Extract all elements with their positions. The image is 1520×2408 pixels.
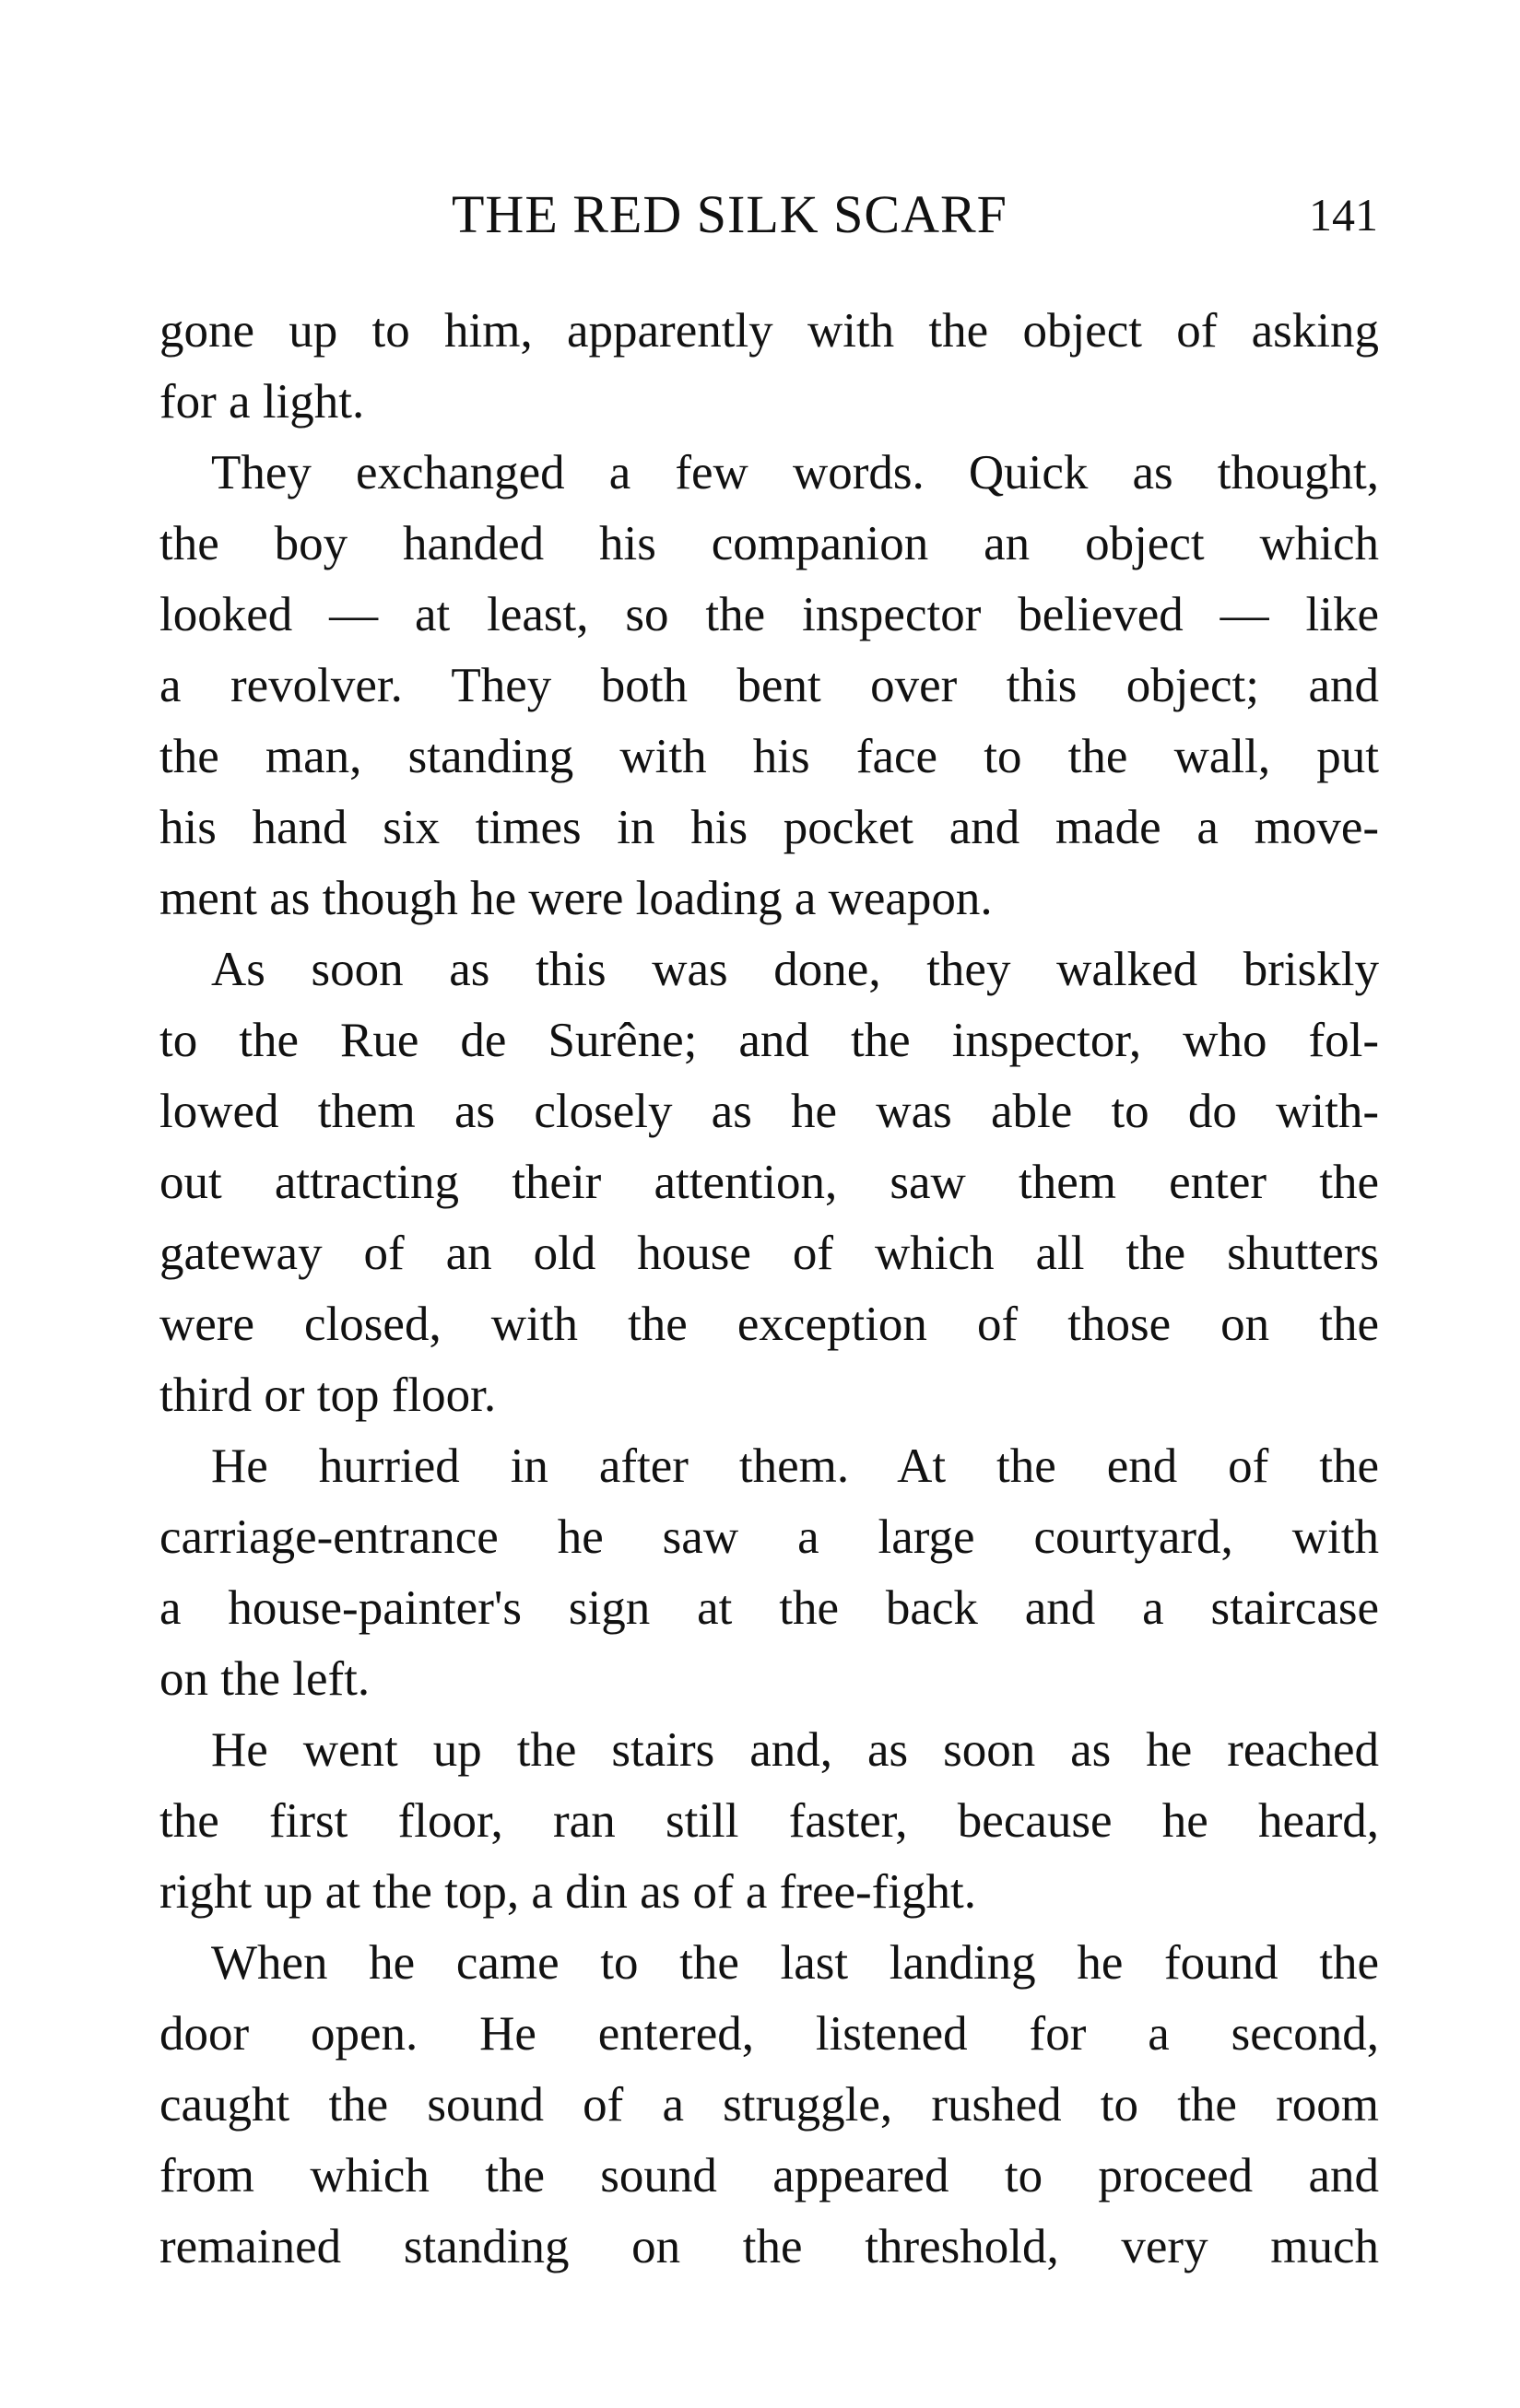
paragraph — [159, 296, 1379, 438]
text-line: a house-painter's sign at the back and a staircase — [159, 1581, 1379, 1635]
text-line: door open. He entered, listened for a second, — [159, 2007, 1379, 2061]
running-header — [0, 184, 1520, 244]
text-line: the first floor, ran still faster, because he heard, — [159, 1794, 1379, 1848]
paragraph — [159, 1431, 1379, 1715]
text-line: from which the sound appeared to proceed and — [159, 2149, 1379, 2202]
running-title: THE RED SILK SCARF — [452, 184, 1007, 244]
paragraph — [159, 1715, 1379, 1928]
text-line: to the Rue de Surêne; and the inspector, who fol- — [159, 1014, 1379, 1067]
text-line: gone up to him, apparently with the object of asking — [159, 304, 1379, 358]
paragraph — [159, 934, 1379, 1431]
text-line: ment as though he were loading a weapon. — [159, 872, 993, 925]
text-line: were closed, with the exception of those on the — [159, 1298, 1379, 1351]
text-line: his hand six times in his pocket and made a move- — [159, 801, 1379, 854]
text-line: They exchanged a few words. Quick as thought, — [211, 446, 1379, 499]
text-line: third or top floor. — [159, 1368, 497, 1422]
text-line: He went up the stairs and, as soon as he reached — [211, 1723, 1379, 1777]
text-line: remained standing on the threshold, very much — [159, 2220, 1379, 2273]
text-line: the man, standing with his face to the wall, put — [159, 730, 1379, 783]
text-line: lowed them as closely as he was able to do with- — [159, 1085, 1379, 1138]
text-line: looked — at least, so the inspector believed — like — [159, 588, 1379, 641]
text-line: on the left. — [159, 1652, 371, 1706]
paragraph — [159, 1928, 1379, 2283]
text-line: As soon as this was done, they walked briskly — [211, 943, 1379, 996]
page-number: 141 — [1309, 189, 1378, 241]
text-line: When he came to the last landing he found the — [211, 1936, 1379, 1990]
text-line: caught the sound of a struggle, rushed to the room — [159, 2078, 1379, 2132]
text-line: carriage-entrance he saw a large courtyard, with — [159, 1510, 1379, 1564]
text-line: out attracting their attention, saw them enter the — [159, 1156, 1379, 1209]
text-line: gateway of an old house of which all the shutters — [159, 1227, 1379, 1280]
text-line: a revolver. They both bent over this object; and — [159, 659, 1379, 712]
text-line: for a light. — [159, 375, 365, 429]
text-line: right up at the top, a din as of a free-fight. — [159, 1865, 976, 1919]
text-line: the boy handed his companion an object which — [159, 517, 1379, 570]
text-line: He hurried in after them. At the end of the — [211, 1439, 1379, 1493]
body-text — [159, 296, 1379, 2283]
paragraph — [159, 438, 1379, 934]
